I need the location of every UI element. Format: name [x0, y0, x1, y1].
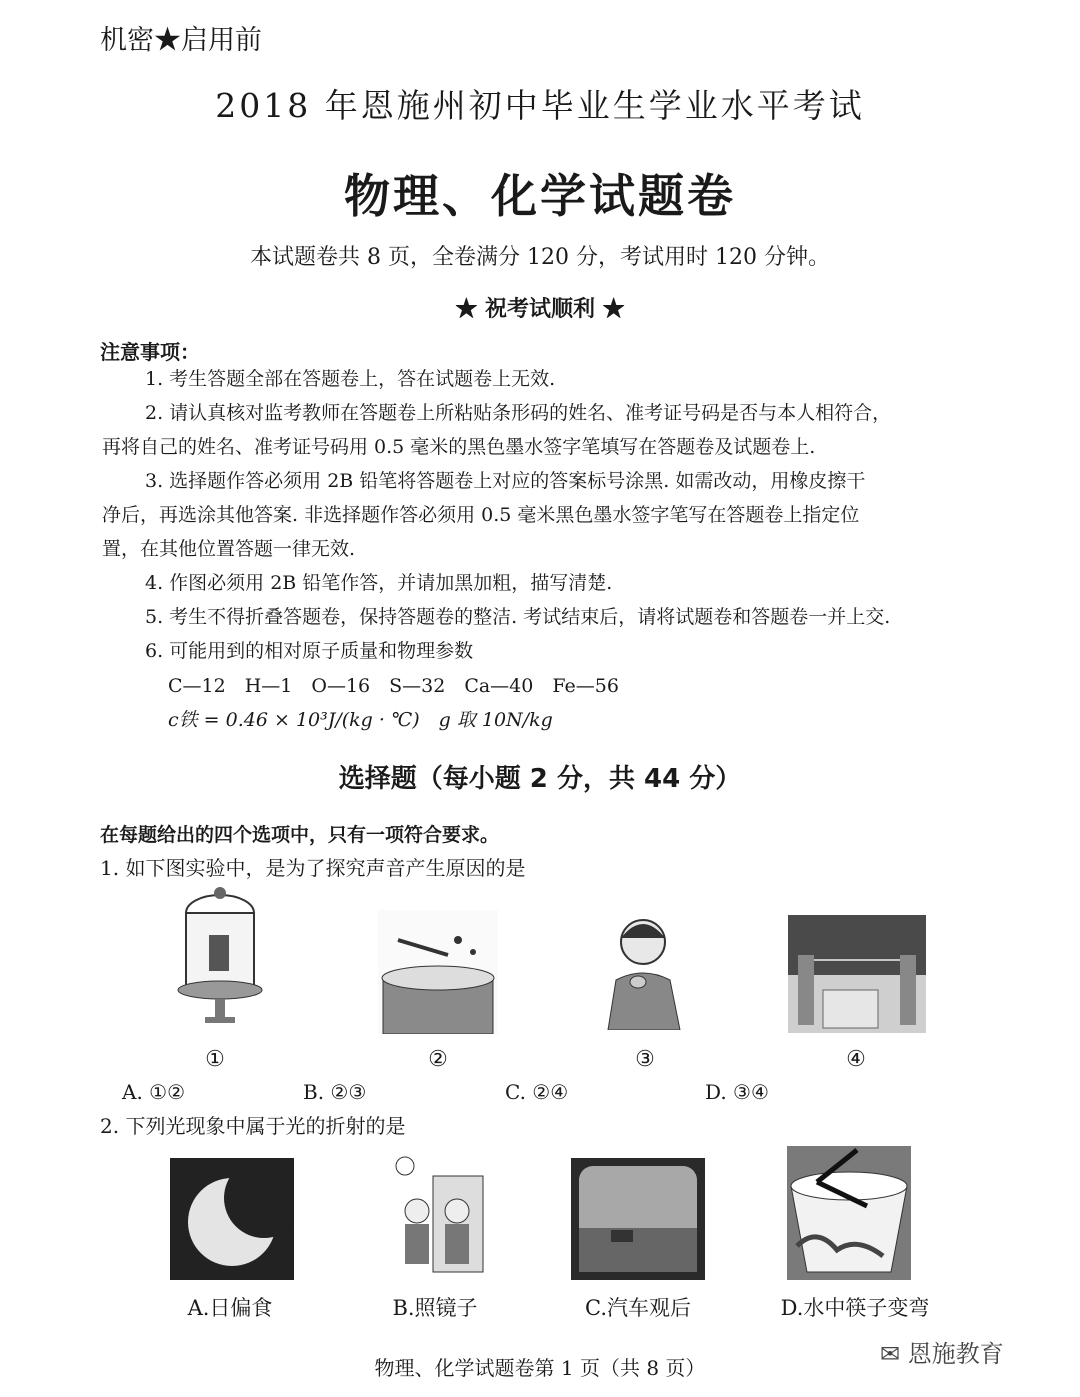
q1-label-2: ②: [428, 1047, 448, 1072]
notes-title: 注意事项：: [100, 340, 200, 364]
q1-label-4: ④: [846, 1047, 866, 1072]
note-2-line-1: 2. 请认真核对监考教师在答题卷上所粘贴条形码的姓名、准考证号码是否与本人相符合，: [145, 402, 892, 424]
string-telephone-image: [788, 915, 926, 1033]
note-6: 6. 可能用到的相对原子质量和物理参数: [145, 640, 474, 662]
q1-option-a: A. ①②: [122, 1080, 186, 1104]
q2-caption-b: B.照镜子: [392, 1296, 478, 1320]
paper-title: 物理、化学试题卷: [344, 169, 736, 223]
q2-stem: 2. 下列光现象中属于光的折射的是: [100, 1114, 406, 1138]
q1-label-3: ③: [635, 1047, 655, 1072]
q1-option-c: C. ②④: [505, 1080, 569, 1104]
wechat-icon: ✉: [880, 1340, 901, 1368]
q2-caption-c: C.汽车观后: [585, 1296, 691, 1320]
page-footer: 物理、化学试题卷第 1 页（共 8 页）: [374, 1356, 706, 1380]
physics-constants: c铁 = 0.46 × 10³J/(kg · ℃) g 取 10N/kg: [168, 709, 553, 731]
note-5: 5. 考生不得折叠答题卷，保持答题卷的整洁. 考试结束后，请将试题卷和答题卷一并上交.: [145, 606, 891, 628]
q2-caption-a: A.日偏食: [187, 1296, 273, 1320]
atomic-masses: C—12 H—1 O—16 S—32 Ca—40 Fe—56: [168, 675, 619, 697]
confidential-label: 机密★启用前: [100, 25, 262, 56]
section-title: 选择题（每小题 2 分，共 44 分）: [338, 764, 742, 794]
note-3-line-2: 净后，再选涂其他答案. 非选择题作答必须用 0.5 毫米黑色墨水签字笔写在答题卷上指定位: [102, 504, 860, 526]
note-1: 1. 考生答题全部在答题卷上，答在试题卷上无效.: [145, 368, 556, 390]
watermark-text: 恩施教育: [907, 1340, 1004, 1368]
q1-option-b: B. ②③: [303, 1080, 367, 1104]
note-3-line-1: 3. 选择题作答必须用 2B 铅笔将答题卷上对应的答案标号涂黑. 如需改动，用橡皮擦干: [145, 470, 866, 492]
note-4: 4. 作图必须用 2B 铅笔作答，并请加黑加粗，描写清楚.: [145, 572, 613, 594]
exam-title: 2018 年恩施州初中毕业生学业水平考试: [215, 86, 865, 125]
wish-banner: ★ 祝考试顺利 ★: [455, 296, 625, 322]
drum-beating-image: [378, 910, 498, 1034]
note-2-line-2: 再将自己的姓名、准考证号码用 0.5 毫米的黑色墨水签字笔填写在答题卷及试题卷上.: [102, 436, 816, 458]
car-mirror-image: [571, 1158, 705, 1280]
section-instruction: 在每题给出的四个选项中，只有一项符合要求。: [100, 824, 500, 846]
person-touching-throat-image: [598, 910, 688, 1030]
q2-caption-d: D.水中筷子变弯: [780, 1296, 930, 1320]
chopstick-in-water-bowl-image: [787, 1146, 911, 1280]
bell-jar-phone-image: [175, 885, 265, 1035]
paper-info: 本试题卷共 8 页，全卷满分 120 分，考试用时 120 分钟。: [250, 245, 830, 270]
watermark: [880, 1334, 1004, 1369]
partial-solar-eclipse-image: [170, 1158, 294, 1280]
q1-label-1: ①: [205, 1047, 225, 1072]
q1-option-d: D. ③④: [705, 1080, 769, 1104]
q1-stem: 1. 如下图实验中，是为了探究声音产生原因的是: [100, 856, 526, 880]
mirror-image: [385, 1156, 485, 1282]
note-3-line-3: 置，在其他位置答题一律无效.: [102, 538, 356, 560]
